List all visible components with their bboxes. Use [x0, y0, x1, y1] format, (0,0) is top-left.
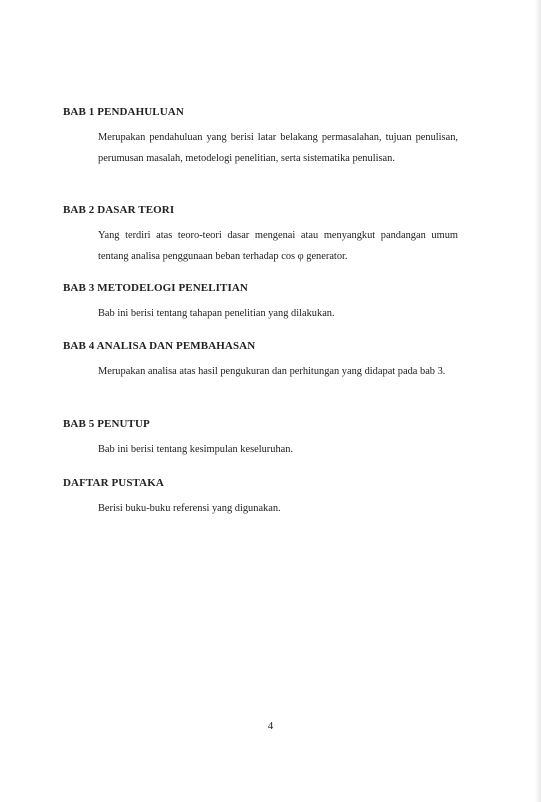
section-heading: BAB 1 PENDAHULUAN	[63, 106, 184, 118]
section-description: Berisi buku-buku referensi yang digunakan.	[98, 503, 281, 514]
section-bab-5	[63, 417, 463, 460]
section-description: Bab ini berisi tentang tahapan penelitian yang dilakukan.	[98, 308, 335, 319]
section-heading: BAB 2 DASAR TEORI	[63, 204, 175, 216]
section-daftar-pustaka	[63, 476, 463, 519]
section-heading: BAB 5 PENUTUP	[63, 418, 150, 430]
section-heading: DAFTAR PUSTAKA	[63, 477, 164, 489]
section-bab-2	[63, 203, 463, 267]
section-description: Bab ini berisi tentang kesimpulan keseluruhan.	[98, 444, 294, 455]
section-heading: BAB 3 METODELOGI PENELITIAN	[63, 282, 248, 294]
section-description: Merupakan analisa atas hasil pengukuran dan perhitungan yang didapat pada bab 3.	[98, 366, 446, 377]
section-bab-4	[63, 339, 463, 382]
section-bab-3	[63, 281, 463, 324]
section-heading: BAB 4 ANALISA DAN PEMBAHASAN	[63, 340, 256, 352]
section-description: Yang terdiri atas teoro-teori dasar mengenai atau menyangkut pandangan umum tentang analisa penggunaan beban terhadap cos φ generator.	[98, 230, 458, 262]
page-number: 4	[267, 720, 274, 732]
page-edge-shadow	[535, 0, 541, 802]
section-bab-1	[63, 105, 463, 169]
section-description: Merupakan pendahuluan yang berisi latar belakang permasalahan, tujuan penulisan, perumusan masalah, metodelogi penelitian, serta sistematika penulisan.	[98, 132, 458, 164]
